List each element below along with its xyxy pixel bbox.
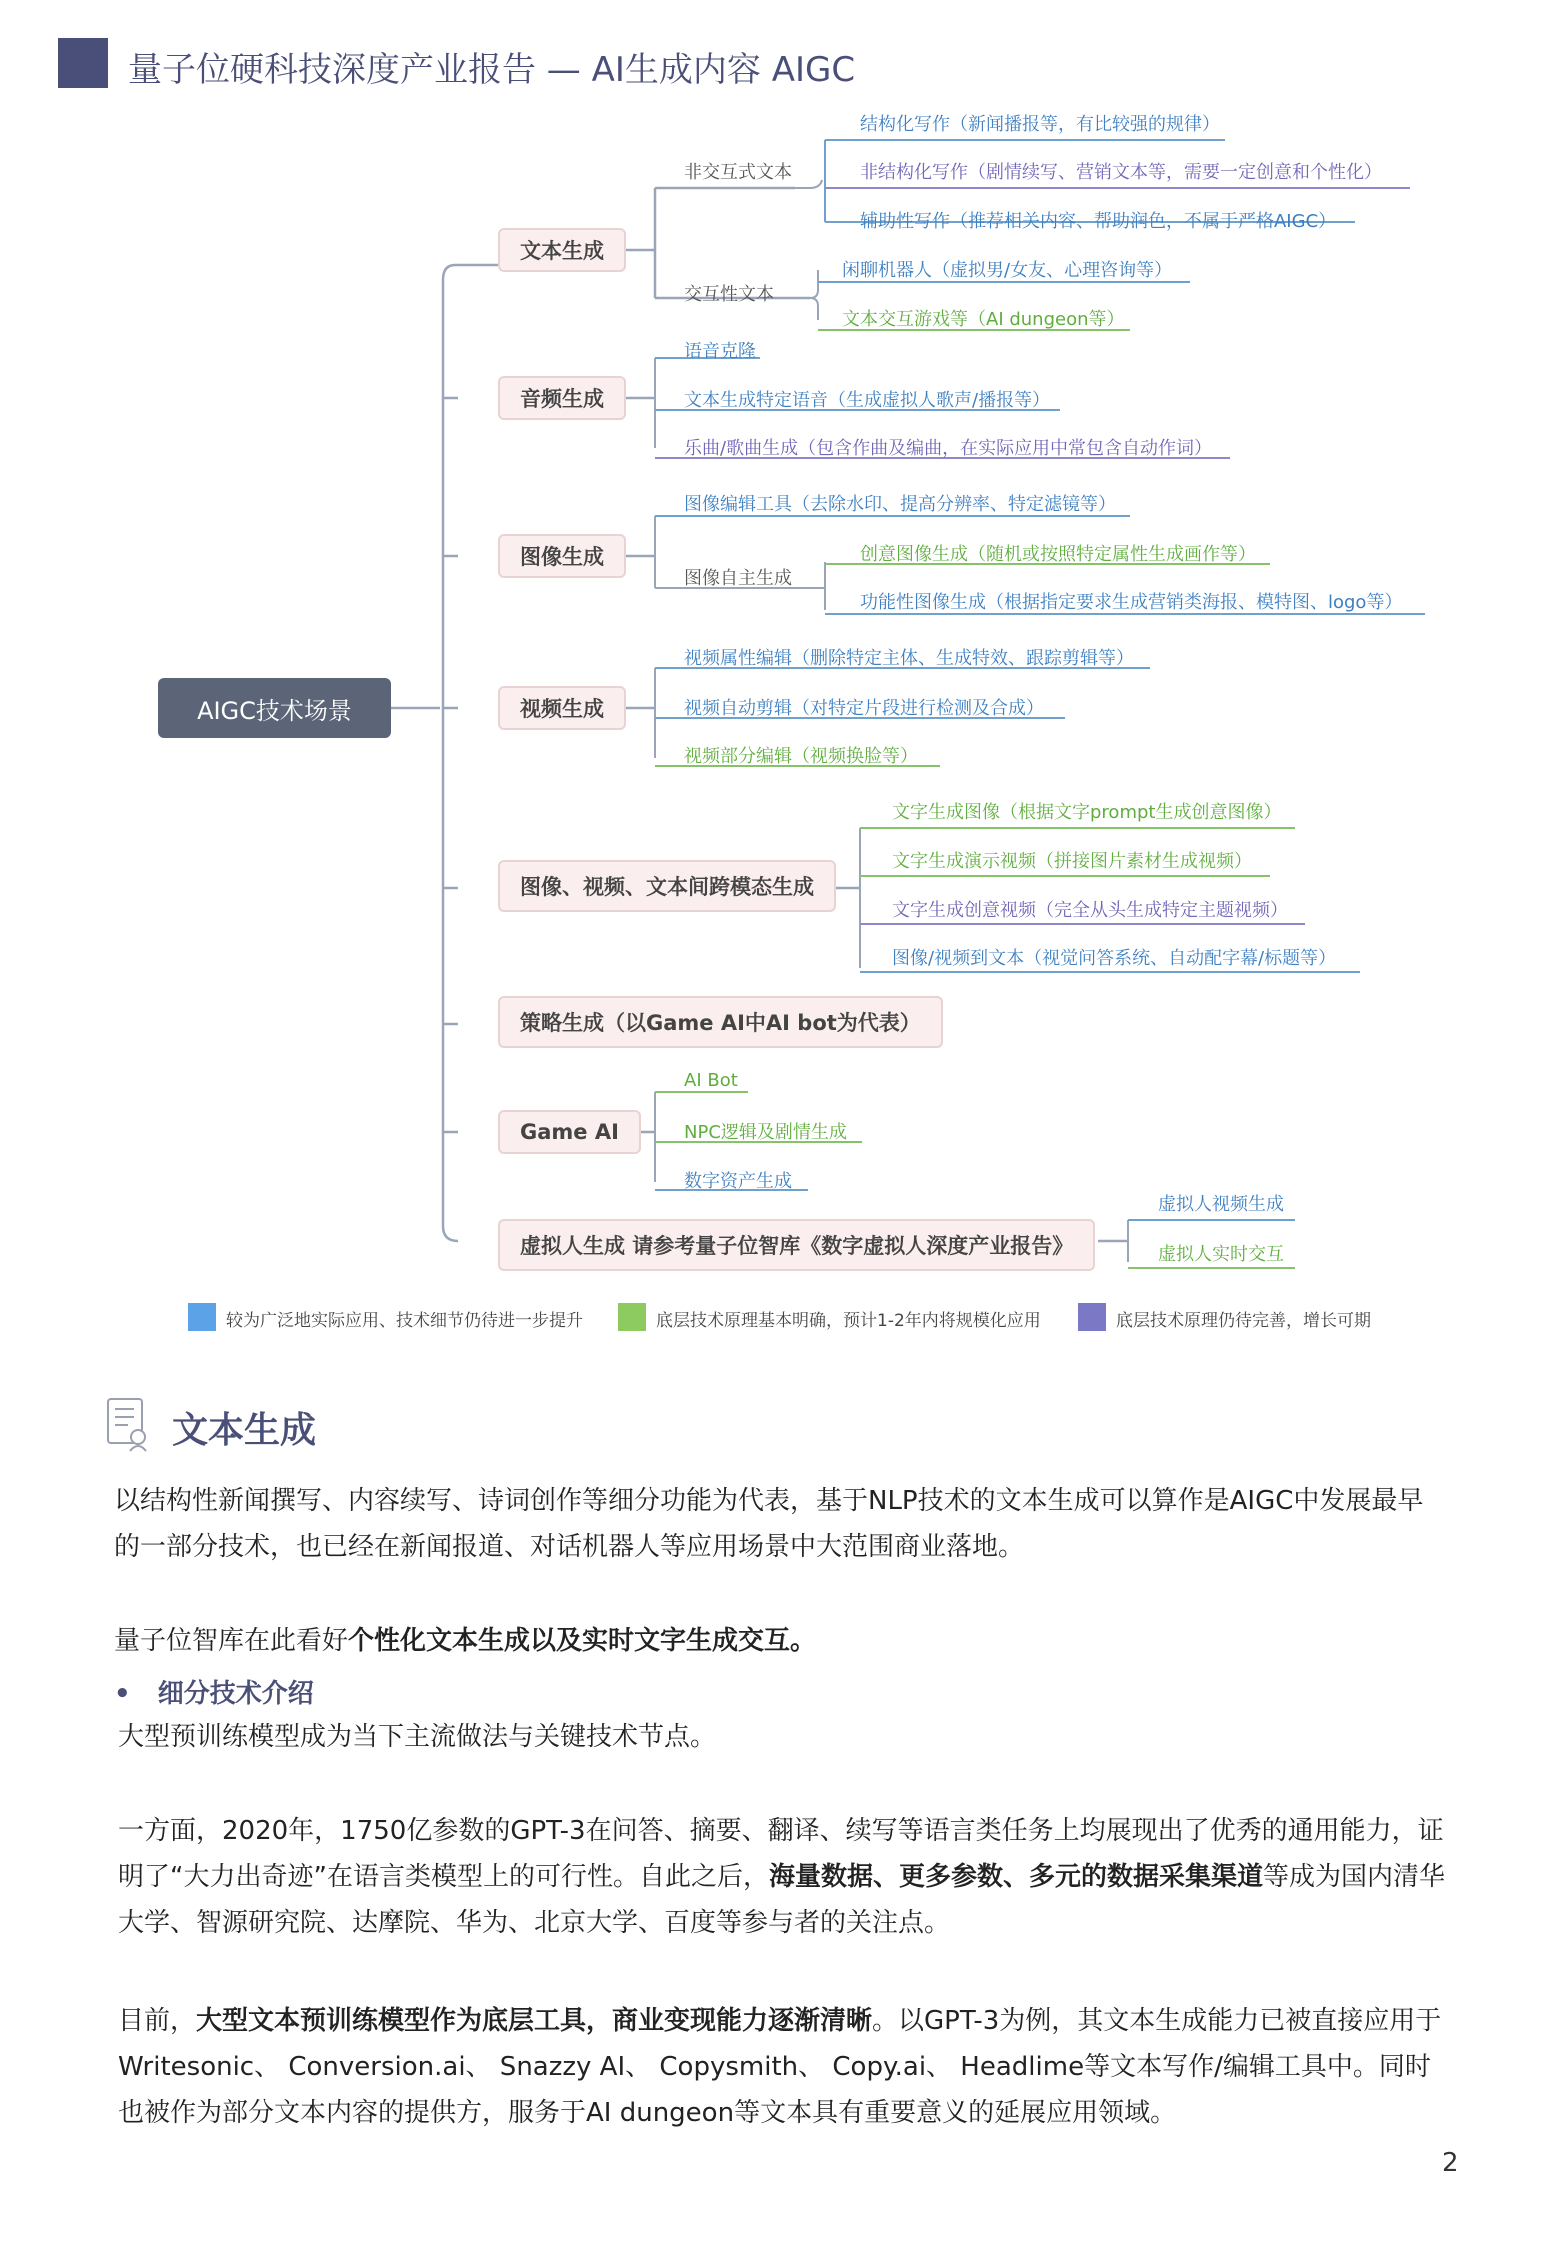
paragraph-gpt3-a: 一方面，2020年，1750亿参数的GPT-3在问答、摘要、翻译、续写等语言类任务上均展现出了优秀的通用能力，证明了“大力出奇迹”在语言类模型上的可行性。自此之后， (118, 1816, 1444, 1892)
leaf-video-partial-edit: 视频部分编辑（视频换脸等） (684, 746, 918, 767)
leaf-text-structured: 结构化写作（新闻播报等，有比较强的规律） (860, 114, 1220, 135)
paragraph-intro: 以结构性新闻撰写、内容续写、诗词创作等细分功能为代表，基于NLP技术的文本生成可以算作是AIGC中发展最早的一部分技术，也已经在新闻报道、对话机器人等应用场景中大范围商业落地。 (114, 1486, 1424, 1562)
category-cross-modal-generation: 图像、视频、文本间跨模态生成 (498, 860, 836, 912)
leaf-audio-tts: 文本生成特定语音（生成虚拟人歌声/播报等） (684, 390, 1051, 411)
leaf-image-edit: 图像编辑工具（去除水印、提高分辨率、特定滤镜等） (684, 494, 1116, 515)
category-game-ai: Game AI (498, 1110, 641, 1154)
leaf-text-unstructured: 非结构化写作（剧情续写、营销文本等，需要一定创意和个性化） (860, 162, 1382, 183)
leaf-virtual-video: 虚拟人视频生成 (1158, 1194, 1284, 1215)
paragraph-pretrain: 大型预训练模型成为当下主流做法与关键技术节点。 (118, 1722, 717, 1752)
leaf-cross-text-to-slide-video: 文字生成演示视频（拼接图片素材生成视频） (892, 851, 1252, 872)
paragraph-commercial-bold: 大型文本预训练模型作为底层工具，商业变现能力逐渐清晰 (196, 2006, 873, 2036)
leaf-audio-clone: 语音克隆 (684, 341, 756, 362)
paragraph-outlook-text: 量子位智库在此看好 (114, 1626, 349, 1656)
category-strategy-generation: 策略生成（以Game AI中AI bot为代表） (498, 996, 943, 1048)
leaf-image-creative: 创意图像生成（随机或按照特定属性生成画作等） (860, 544, 1256, 565)
bullet-dot-icon: • (114, 1679, 158, 1709)
leaf-game-digital-asset: 数字资产生成 (684, 1171, 792, 1192)
leaf-cross-text-to-image: 文字生成图像（根据文字prompt生成创意图像） (892, 802, 1282, 823)
paragraph-outlook (114, 1618, 1444, 1664)
legend-text-blue: 较为广泛地实际应用、技术细节仍待进一步提升 (226, 1311, 583, 1331)
bullet-heading-text: 细分技术介绍 (157, 1679, 314, 1709)
legend-swatch-green (618, 1303, 646, 1331)
category-audio-generation: 音频生成 (498, 376, 626, 420)
paragraph-commercial (118, 1998, 1448, 2136)
category-virtual-human: 虚拟人生成 请参考量子位智库《数字虚拟人深度产业报告》 (498, 1219, 1095, 1271)
leaf-virtual-interact: 虚拟人实时交互 (1158, 1244, 1284, 1265)
leaf-video-attribute: 视频属性编辑（删除特定主体、生成特效、跟踪剪辑等） (684, 648, 1134, 669)
leaf-cross-visual-to-text: 图像/视频到文本（视觉问答系统、自动配字幕/标题等） (892, 948, 1337, 969)
paragraph-gpt3-bold: 海量数据、更多参数、多元的数据采集渠道 (768, 1862, 1263, 1892)
mindmap-root-node: AIGC技术场景 (158, 678, 391, 738)
bullet-heading (114, 1673, 314, 1710)
page-title: 量子位硬科技深度产业报告 — AI生成内容 AIGC (128, 50, 856, 90)
leaf-game-npc: NPC逻辑及剧情生成 (684, 1122, 847, 1143)
leaf-text-assist: 辅助性写作（推荐相关内容、帮助润色，不属于严格AIGC） (860, 211, 1337, 232)
legend-text-purple: 底层技术原理仍待完善，增长可期 (1116, 1311, 1371, 1331)
section-title: 文本生成 (172, 1410, 317, 1451)
category-image-generation: 图像生成 (498, 534, 626, 578)
leaf-game-ai-bot: AI Bot (684, 1070, 738, 1091)
leaf-video-auto-edit: 视频自动剪辑（对特定片段进行检测及合成） (684, 698, 1044, 719)
category-video-generation: 视频生成 (498, 686, 626, 730)
leaf-text-game: 文本交互游戏等（AI dungeon等） (842, 309, 1125, 330)
leaf-text-chat: 闲聊机器人（虚拟男/女友、心理咨询等） (842, 260, 1173, 281)
legend-swatch-purple (1078, 1303, 1106, 1331)
sub-non-interactive-text: 非交互式文本 (684, 162, 792, 183)
sub-interactive-text: 交互性文本 (684, 284, 774, 305)
category-text-generation: 文本生成 (498, 228, 626, 272)
legend-swatch-blue (188, 1303, 216, 1331)
document-icon (104, 1395, 152, 1455)
leaf-image-functional: 功能性图像生成（根据指定要求生成营销类海报、模特图、logo等） (860, 592, 1403, 613)
paragraph-gpt3 (118, 1808, 1448, 1946)
sub-image-auto-generation: 图像自主生成 (684, 568, 792, 589)
page-number: 2 (1442, 2148, 1459, 2178)
leaf-cross-text-to-creative-video: 文字生成创意视频（完全从头生成特定主题视频） (892, 900, 1288, 921)
paragraph-outlook-bold: 个性化文本生成以及实时文字生成交互。 (348, 1626, 817, 1656)
paragraph-commercial-b: 。以GPT-3为例，其文本生成能力已被直接应用于Writesonic、 Conversion.ai、 Snazzy AI、 Copysmith、 Copy.ai、 Headlime等文本写作/编辑工具中。同时也被作为部分文本内容的提供方，服务于AI dungeon等文本具有重要意义的延展应用领域。 (118, 2006, 1442, 2128)
paragraph-commercial-a: 目前， (118, 2006, 197, 2036)
paragraph-gpt3-b: 等成为国内清华大学、智源研究院、达摩院、华为、北京大学、百度等参与者的关注点。 (118, 1862, 1445, 1938)
legend-text-green: 底层技术原理基本明确，预计1-2年内将规模化应用 (656, 1311, 1041, 1331)
leaf-audio-music: 乐曲/歌曲生成（包含作曲及编曲，在实际应用中常包含自动作词） (684, 438, 1213, 459)
